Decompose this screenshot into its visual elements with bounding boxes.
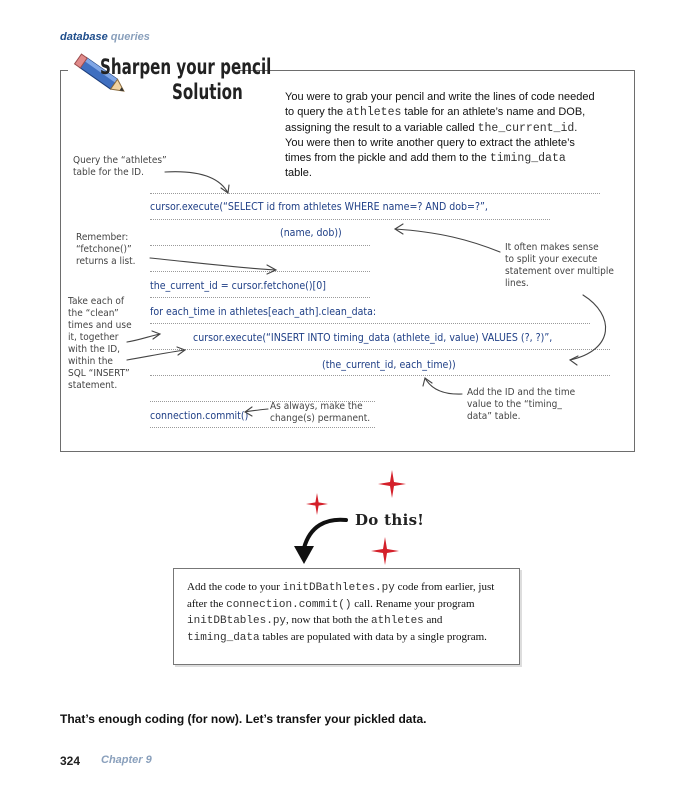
annotation-add-id-time	[467, 387, 575, 423]
intro-text-2: table for an athlete’s name and DOB, assigning the result to a variable called	[285, 106, 586, 134]
dotted-line	[150, 427, 375, 428]
instruction-text-1: Add the code to your	[187, 581, 283, 593]
annotation-as-always	[270, 401, 370, 425]
dotted-line	[150, 297, 370, 298]
code-line-insert: cursor.execute(“INSERT INTO timing_data (athlete_id, value) VALUES (?, ?)”,	[193, 331, 553, 344]
instruction-text-3: call. Rename your program	[351, 597, 475, 610]
section-word-database: database	[60, 31, 108, 43]
dotted-line	[150, 271, 370, 272]
intro-code-current-id: the_current_id	[477, 121, 575, 135]
dotted-line	[150, 349, 610, 350]
annotation-line: within the	[68, 356, 113, 367]
dotted-line	[150, 323, 590, 324]
closing-sentence: That’s enough coding (for now). Let’s transfer your pickled data.	[60, 712, 427, 726]
instruction-code-commit: connection.commit()	[226, 598, 352, 611]
intro-paragraph	[285, 90, 595, 182]
intro-text-1: You were to grab your pencil and write the lines of code needed to query the	[285, 91, 595, 119]
title-sharpen-your-pencil: Sharpen your pencil	[100, 55, 272, 79]
code-line-select: cursor.execute(“SELECT id from athletes WHERE name=? AND dob=?”,	[150, 200, 488, 213]
section-header	[60, 31, 150, 43]
annotation-line: to split your execute	[505, 254, 598, 265]
annotation-line: statement over multiple	[505, 266, 614, 277]
annotation-line: with the ID,	[68, 344, 121, 355]
annotation-line: value to the “timing_	[467, 399, 562, 410]
star-icon	[371, 537, 399, 565]
annotation-line: statement.	[68, 380, 118, 391]
annotation-line: table for the ID.	[73, 167, 144, 178]
annotation-line: It often makes sense	[505, 242, 599, 253]
star-icon	[378, 470, 406, 498]
annotation-line: it, together	[68, 332, 119, 343]
annotation-line: “fetchone()”	[76, 244, 132, 255]
curved-arrow-icon	[290, 508, 350, 568]
chapter-label: Chapter 9	[101, 754, 152, 766]
instruction-text	[187, 580, 507, 646]
instruction-code-timing-data: timing_data	[187, 631, 260, 644]
code-line-name-dob: (name, dob))	[280, 226, 342, 239]
annotation-line: times and use	[68, 320, 132, 331]
do-this-label: Do this!	[355, 511, 425, 529]
annotation-line: lines.	[505, 278, 529, 289]
intro-code-timing-data: timing_data	[489, 152, 566, 166]
dotted-line	[150, 375, 610, 376]
annotation-line: As always, make the	[270, 401, 363, 412]
annotation-line: returns a list.	[76, 256, 136, 267]
dotted-line	[150, 193, 600, 194]
annotation-line: Add the ID and the time	[467, 387, 576, 398]
instruction-text-4: , now that both the	[286, 614, 371, 626]
code-line-fetchone: the_current_id = cursor.fetchone()[0]	[150, 279, 326, 292]
annotation-remember-fetchone	[76, 232, 136, 268]
annotation-line: Query the “athletes”	[73, 155, 167, 166]
code-line-current-id-time: (the_current_id, each_time))	[322, 358, 456, 371]
code-line-for-loop: for each_time in athletes[each_ath].clean_data:	[150, 305, 377, 318]
intro-code-athletes: athletes	[346, 106, 402, 120]
instruction-code-initdbtables: initDBtables.py	[187, 615, 287, 627]
annotation-line: data” table.	[467, 411, 521, 422]
dotted-line	[150, 245, 370, 246]
title-solution: Solution	[172, 80, 243, 104]
annotation-line: Remember:	[76, 232, 129, 243]
annotation-line: SQL “INSERT”	[68, 368, 130, 379]
instruction-text-5: and	[423, 614, 443, 626]
section-word-queries: queries	[110, 31, 150, 43]
page-number: 324	[60, 754, 81, 768]
intro-text-3: . You were then to write another query to extract the athlete’s times from the pickle and add them to the	[285, 121, 578, 165]
annotation-split-statement	[505, 242, 614, 290]
instruction-code-initdbathletes: initDBathletes.py	[282, 582, 395, 594]
instruction-code-athletes: athletes	[370, 615, 424, 627]
instruction-text-6: tables are populated with data by a single program.	[259, 630, 487, 643]
annotation-query-athletes	[73, 155, 167, 179]
annotation-line: the “clean”	[68, 308, 119, 319]
annotation-take-each	[68, 296, 132, 392]
intro-text-4: table.	[285, 167, 312, 180]
code-line-commit: connection.commit()	[150, 409, 249, 422]
annotation-line: Take each of	[68, 296, 125, 307]
instruction-text-2: code from earlier, just after the	[187, 581, 495, 610]
annotation-line: change(s) permanent.	[270, 413, 371, 424]
dotted-line	[150, 219, 550, 220]
